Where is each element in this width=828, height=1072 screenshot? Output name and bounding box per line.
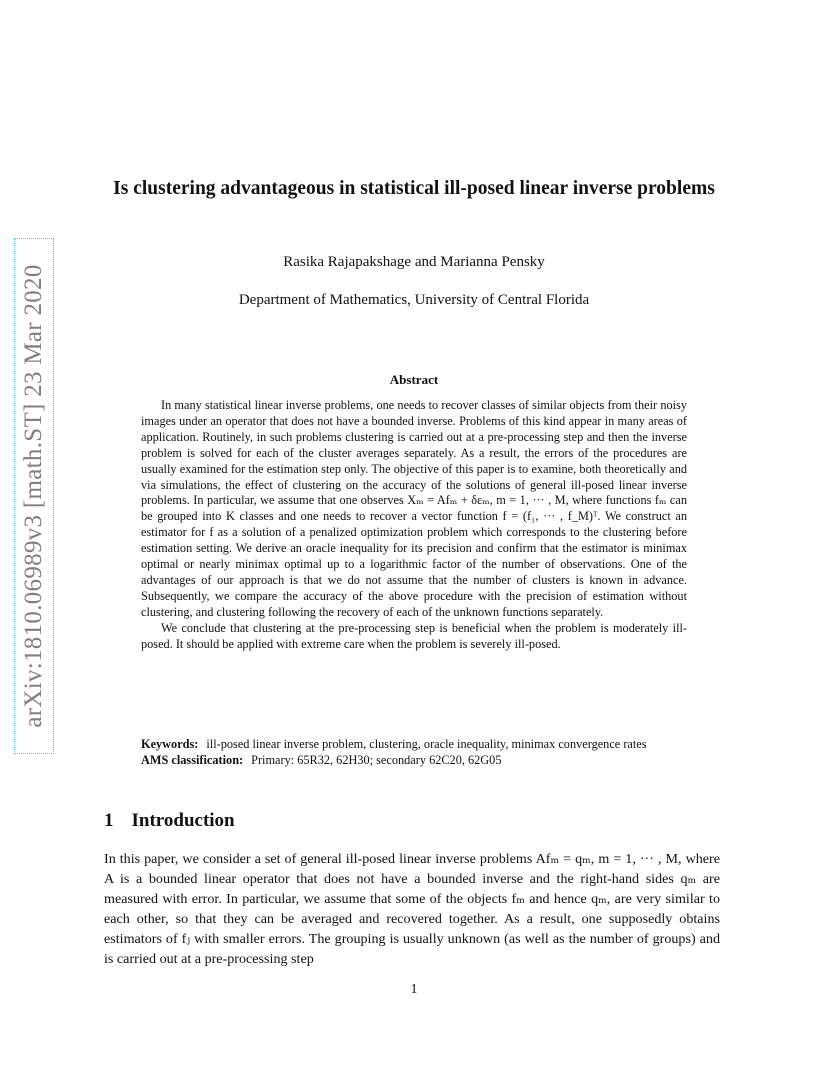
intro-text	[104, 849, 720, 969]
affiliation: Department of Mathematics, University of Central Florida	[238, 292, 590, 308]
section-number: 1	[104, 810, 114, 831]
arxiv-identifier[interactable]: arXiv:1810.06989v3 [math.ST] 23 Mar 2020	[20, 264, 47, 728]
paper-title: Is clustering advantageous in statistical ill-posed linear inverse problems	[113, 178, 715, 199]
arxiv-stamp	[14, 238, 54, 754]
abstract	[141, 398, 687, 653]
keywords-text: ill-posed linear inverse problem, clustering, oracle inequality, minimax convergence rates	[206, 737, 647, 751]
abstract-paragraph: In many statistical linear inverse problems, one needs to recover classes of similar objects from their noisy images under an operator that does not have a bounded inverse. Problems of this kind appear in many areas of application. Routinely, in such problems clustering is carried out at a pre-processing step and then the inverse problem is solved for each of the cluster averages separately. As a result, the errors of the procedures are usually examined for the estimation step only. The objective of this paper is to examine, both theoretically and via simulations, the effect of clustering on the accuracy of the solutions of general ill-posed linear inverse problems. In particular, we assume that one observes Xₘ = Afₘ + δεₘ, m = 1, ··· , M, where functions fₘ can be grouped into K classes and one needs to recover a vector function f = (f₁, ··· , f_M)ᵀ. We construct an estimator for f as a solution of a penalized optimization problem which corresponds to the clustering before estimation setting. We derive an oracle inequality for its precision and confirm that the estimator is minimax optimal or nearly minimax optimal up to a logarithmic factor of the number of observations. One of the advantages of our approach is that we do not assume that the number of clusters is known in advance. Subsequently, we compare the accuracy of the above procedure with the precision of estimation without clustering, and clustering following the recovery of each of the unknown functions separately.	[141, 398, 687, 619]
keywords-label: Keywords:	[141, 737, 199, 751]
abstract-heading: Abstract	[389, 372, 439, 387]
keywords-block	[141, 737, 687, 769]
section-title: Introduction	[131, 810, 235, 831]
ams-label: AMS classification:	[141, 752, 244, 767]
abstract-paragraph: We conclude that clustering at the pre-processing step is beneficial when the problem is moderately ill-posed. It should be applied with extreme care when the problem is severely ill-posed.	[141, 620, 687, 651]
ams-line	[141, 753, 687, 769]
ams-text: Primary: 65R32, 62H30; secondary 62C20, 62G05	[251, 752, 502, 767]
authors: Rasika Rajapakshage and Marianna Pensky	[283, 254, 545, 270]
keywords-line	[141, 737, 687, 753]
intro-paragraph: In this paper, we consider a set of general ill-posed linear inverse problems Afₘ = qₘ, m = 1, ··· , M, where A is a bounded linear operator that does not have a bounded inverse and the right-hand sides qₘ are measured with error. In particular, we assume that some of the objects fₘ and hence qₘ, are very similar to each other, so that they can be averaged and recovered together. As a result, one supposedly obtains estimators of fⱼ with smaller errors. The grouping is usually unknown (as well as the number of groups) and is carried out at a pre-processing step	[104, 851, 720, 967]
section-heading	[104, 810, 235, 832]
page-number: 1	[410, 982, 418, 997]
